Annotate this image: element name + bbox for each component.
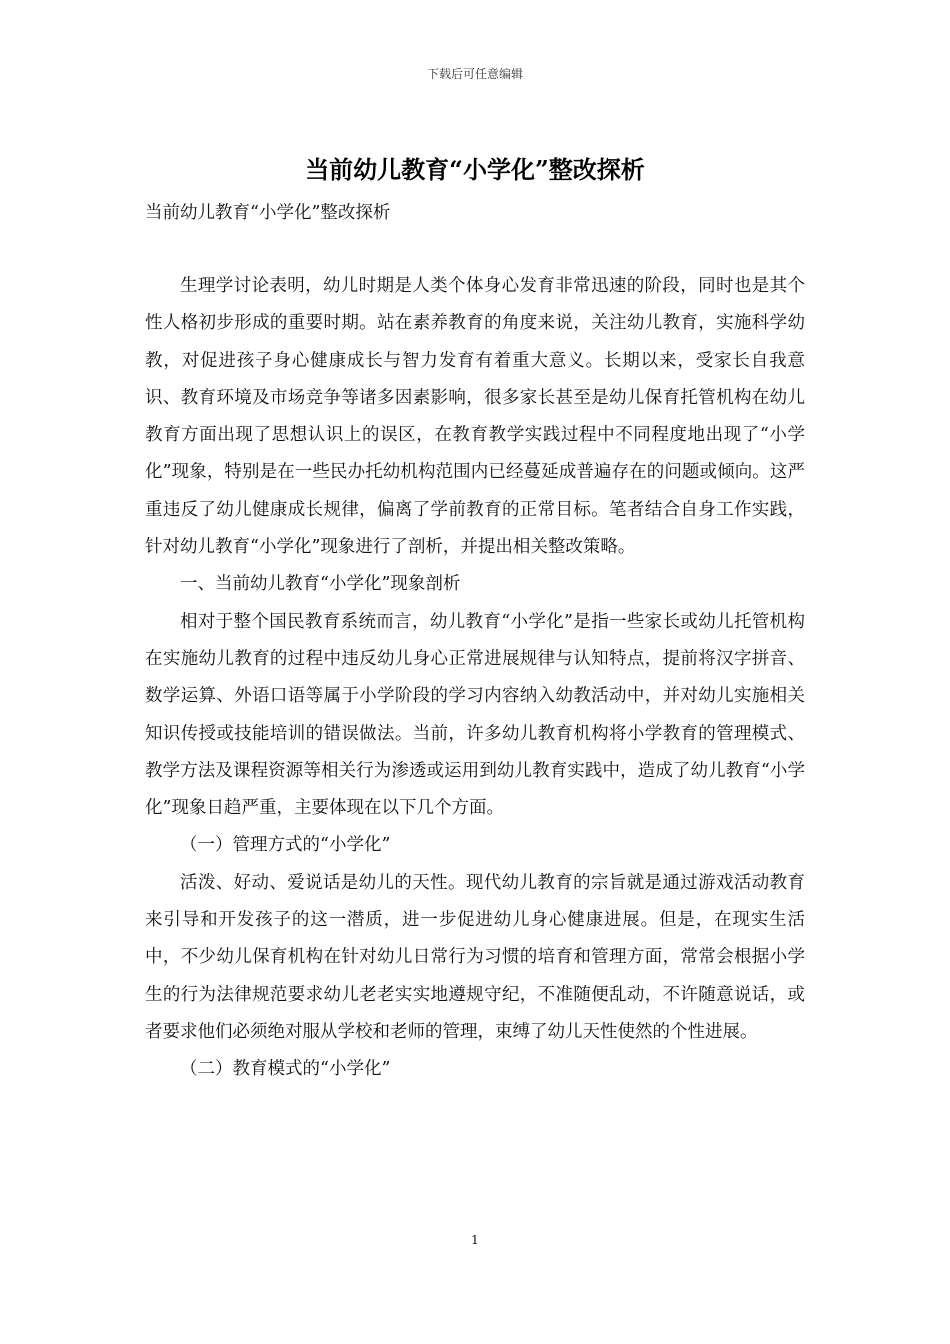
section-heading-1: 一、当前幼儿教育“小学化”现象剖析	[180, 574, 461, 595]
subsection-1-paragraph: 活泼、好动、爱说话是幼儿的天性。现代幼儿教育的宗旨就是通过游戏活动教育来引导和开发孩子的这一潜质，进一步促进幼儿身心健康进展。但是，在现实生活中，不少幼儿保育机构在针对幼儿日常行为习惯的培育和管理方面，常常会根据小学生的行为法律规范要求幼儿老老实实地遵规守纪，不准随便乱动，不许随意说话，或者要求他们必须绝对服从学校和老师的管理，束缚了幼儿天性使然的个性进展。	[145, 872, 805, 1042]
document-body	[145, 268, 805, 1089]
page-number: 1	[471, 1233, 479, 1247]
page-header: 下载后可任意编辑	[426, 67, 523, 81]
subsection-heading-2: （二）教育模式的“小学化”	[180, 1059, 391, 1080]
document-title: 当前幼儿教育“小学化”整改探析	[305, 155, 645, 184]
subsection-heading-1: （一）管理方式的“小学化”	[180, 835, 391, 856]
document-subtitle: 当前幼儿教育“小学化”整改探析	[145, 203, 391, 223]
section-1-paragraph: 相对于整个国民教育系统而言，幼儿教育“小学化”是指一些家长或幼儿托管机构在实施幼儿教育的过程中违反幼儿身心正常进展规律与认知特点，提前将汉字拼音、数学运算、外语口语等属于小学阶段的学习内容纳入幼教活动中，并对幼儿实施相关知识传授或技能培训的错误做法。当前，许多幼儿教育机构将小学教育的管理模式、教学方法及课程资源等相关行为渗透或运用到幼儿教育实践中，造成了幼儿教育“小学化”现象日趋严重，主要体现在以下几个方面。	[145, 611, 805, 819]
intro-paragraph: 生理学讨论表明，幼儿时期是人类个体身心发育非常迅速的阶段，同时也是其个性人格初步形成的重要时期。站在素养教育的角度来说，关注幼儿教育，实施科学幼教，对促进孩子身心健康成长与智力发育有着重大意义。长期以来，受家长自我意识、教育环境及市场竞争等诸多因素影响，很多家长甚至是幼儿保育托管机构在幼儿教育方面出现了思想认识上的误区，在教育教学实践过程中不同程度地出现了“小学化”现象，特别是在一些民办托幼机构范围内已经蔓延成普遍存在的问题或倾向。这严重违反了幼儿健康成长规律，偏离了学前教育的正常目标。笔者结合自身工作实践，针对幼儿教育“小学化”现象进行了剖析，并提出相关整改策略。	[145, 276, 805, 558]
